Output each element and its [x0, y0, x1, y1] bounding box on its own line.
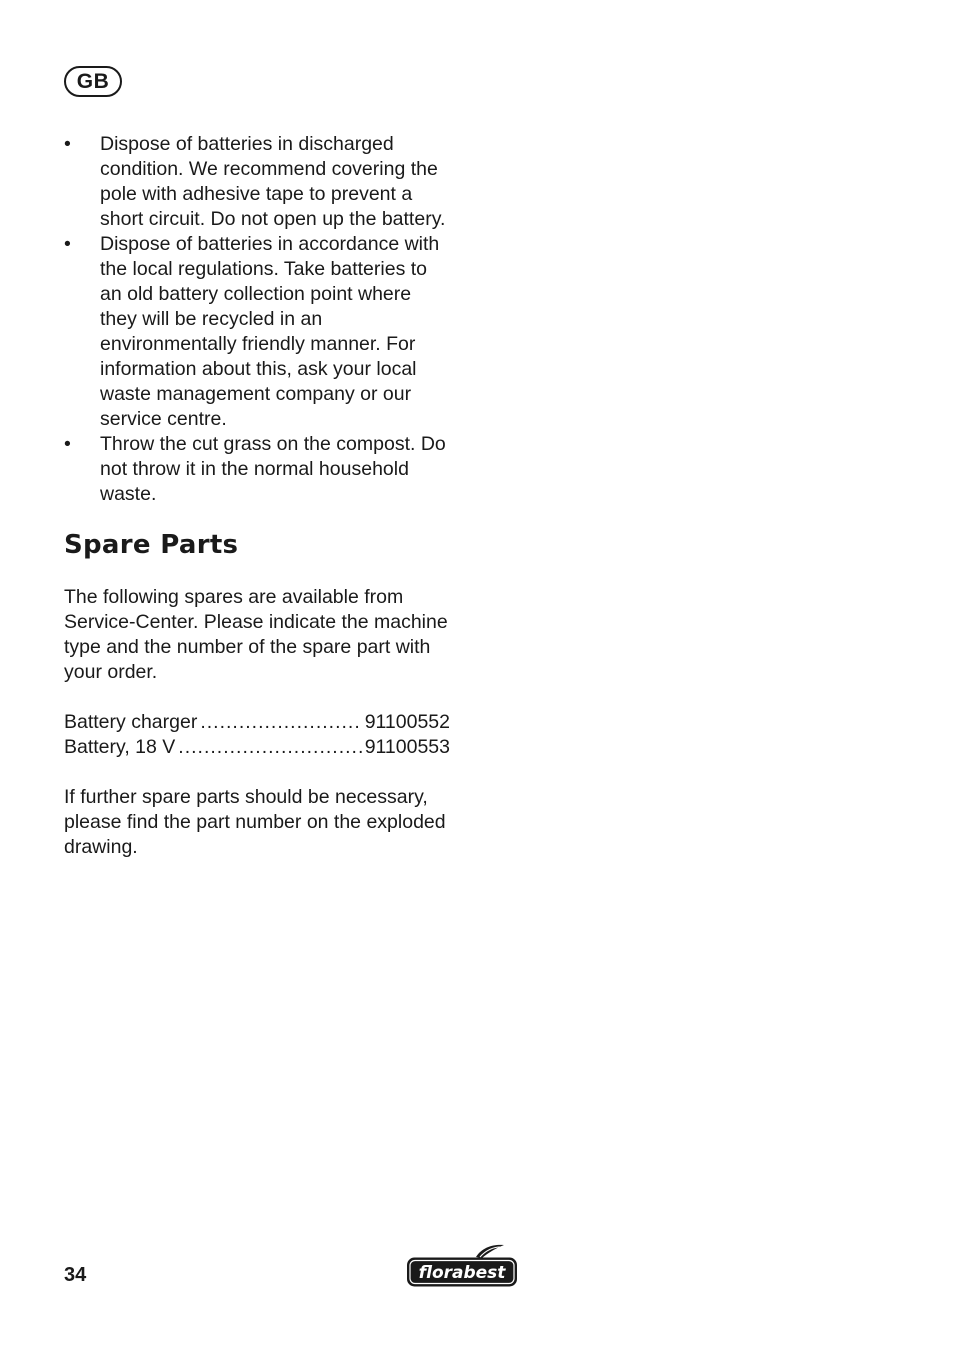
- bullet-icon: •: [64, 433, 71, 455]
- language-badge: GB: [64, 66, 122, 97]
- dot-leader: [200, 710, 361, 735]
- part-row: [64, 710, 450, 735]
- section-title: Spare Parts: [64, 530, 239, 560]
- parts-list: [64, 710, 450, 760]
- list-item: • Dispose of batteries in accordance with the local regulations. Take batteries to an old battery collection point where they will be recycled in an environmentally friendly manner. For information about this, ask your local waste management company or our service centre.: [64, 233, 440, 430]
- florabest-logo: [406, 1244, 518, 1288]
- part-name: Battery, 18 V: [64, 736, 176, 758]
- part-number: 91100552: [364, 711, 450, 733]
- list-item: • Dispose of batteries in discharged condition. We recommend covering the pole with adhesive tape to prevent a short circuit. Do not open up the battery.: [64, 133, 446, 230]
- part-name: Battery charger: [64, 711, 198, 733]
- disposal-list: [64, 132, 450, 507]
- bullet-icon: •: [64, 133, 71, 155]
- spare-parts-intro: The following spares are available from Service-Center. Please indicate the machine type and the number of the spare part with your order.: [64, 586, 448, 683]
- part-row: [64, 735, 450, 760]
- bullet-icon: •: [64, 233, 71, 255]
- spare-parts-footer: If further spare parts should be necessary, please find the part number on the exploded drawing.: [64, 786, 446, 858]
- list-item: • Throw the cut grass on the compost. Do not throw it in the normal household waste.: [64, 433, 446, 505]
- dot-leader: [178, 735, 361, 760]
- svg-text:florabest: florabest: [418, 1263, 506, 1283]
- part-number: 91100553: [364, 736, 450, 758]
- content-column: [64, 132, 450, 885]
- page-number: 34: [64, 1264, 87, 1286]
